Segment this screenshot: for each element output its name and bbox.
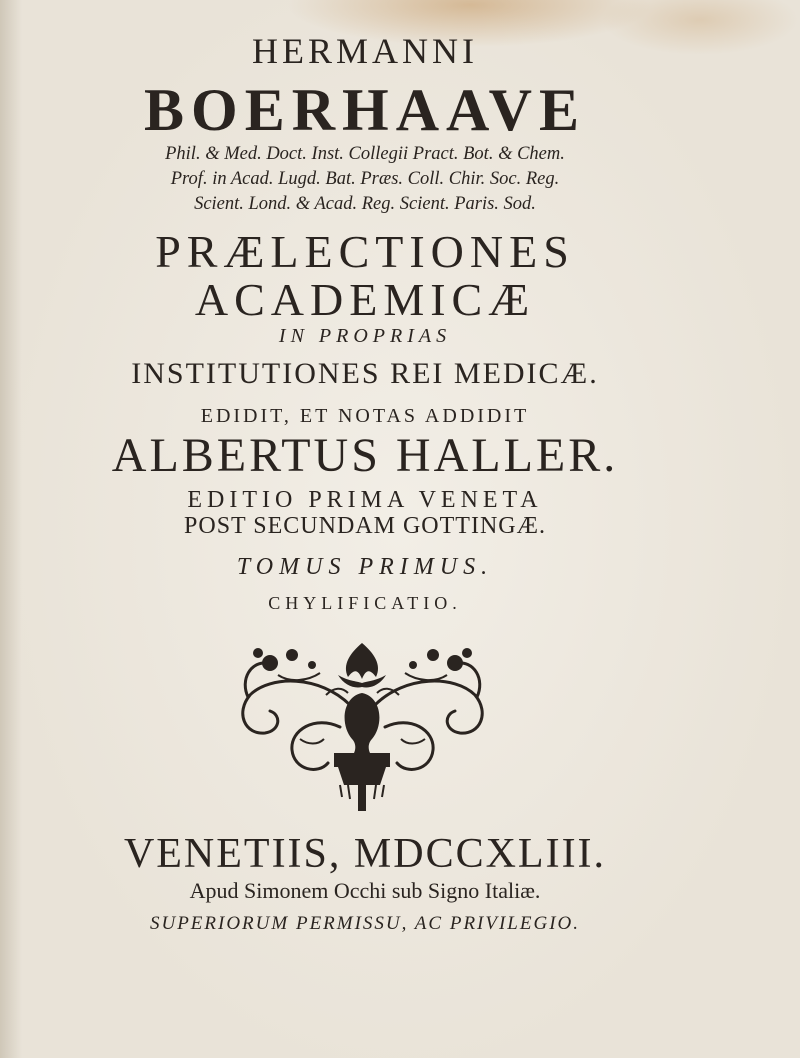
author-credentials-line: Phil. & Med. Doct. Inst. Collegii Pract. Bot. & Chem. xyxy=(165,144,565,164)
edition-line: EDITIO PRIMA VENETA xyxy=(187,487,543,513)
imprint-place-year: VENETIIS, MDCCXLIII. xyxy=(123,831,607,877)
volume-subject: CHYLIFICATIO. xyxy=(268,593,462,613)
author-forename: HERMANNI xyxy=(252,31,478,71)
author-credentials-line: Scient. Lond. & Acad. Reg. Scient. Paris. Sod. xyxy=(194,194,536,214)
imprint-printer: Apud Simonem Occhi sub Signo Italiæ. xyxy=(189,878,541,903)
edition-line: POST SECUNDAM GOTTINGÆ. xyxy=(184,513,546,539)
editor-name: ALBERTUS HALLER. xyxy=(111,429,619,482)
editor-intro: EDIDIT, ET NOTAS ADDIDIT xyxy=(200,405,530,427)
imprint-privilege: SUPERIORUM PERMISSU, AC PRIVILEGIO. xyxy=(149,913,581,934)
title-line: PRÆLECTIONES xyxy=(155,226,575,277)
author-credentials-line: Prof. in Acad. Lugd. Bat. Præs. Coll. Chir. Soc. Reg. xyxy=(170,169,560,189)
title-line: INSTITUTIONES REI MEDICÆ. xyxy=(131,357,599,390)
volume-label: TOMUS PRIMUS. xyxy=(236,554,494,580)
title-line: IN PROPRIAS xyxy=(278,325,452,347)
title-line: ACADEMICÆ xyxy=(194,274,536,325)
author-surname: BOERHAAVE xyxy=(144,77,586,143)
floral-vase-ornament-icon xyxy=(230,635,495,815)
